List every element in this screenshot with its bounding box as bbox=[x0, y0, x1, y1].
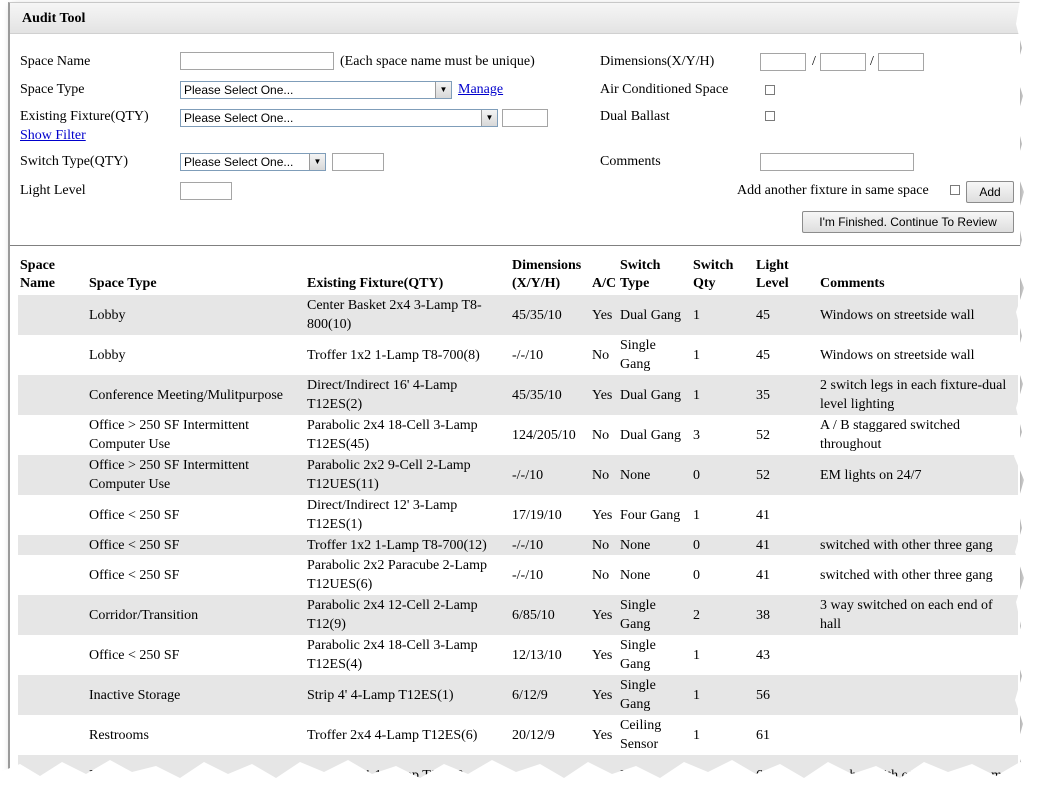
switch-type-selected: Please Select One... bbox=[184, 155, 294, 169]
cell-fixture: Troffer 1x2 1-Lamp T8-700(12) bbox=[305, 535, 510, 555]
header-dimensions: Dimensions (X/Y/H) bbox=[512, 258, 582, 291]
cell-light-level: 35 bbox=[754, 375, 818, 415]
dimensions-label: Dimensions(X/Y/H) bbox=[600, 54, 715, 69]
cell-ac: No bbox=[592, 347, 610, 363]
cell-ac: Yes bbox=[592, 647, 613, 663]
cell-dimensions: -/-/10 bbox=[512, 567, 544, 583]
cell-switch-type: Single Gang bbox=[618, 595, 691, 635]
cell-light-level: 38 bbox=[754, 595, 818, 635]
table-row bbox=[18, 595, 1018, 635]
comments-input[interactable] bbox=[760, 153, 914, 171]
table-row bbox=[18, 675, 1018, 715]
space-name-hint: (Each space name must be unique) bbox=[340, 54, 535, 69]
cell-ac: Yes bbox=[590, 595, 618, 635]
cell-space-type: Inactive Storage bbox=[87, 675, 305, 715]
table-row bbox=[18, 715, 1018, 755]
cell-dimensions: 20/12/9 bbox=[512, 727, 555, 743]
cell-light-level: 43 bbox=[756, 647, 770, 663]
cell-space-type: Lobby bbox=[89, 347, 126, 363]
dimension-separator: / bbox=[812, 54, 816, 69]
cell-dimensions: 124/205/10 bbox=[512, 427, 576, 443]
switch-qty-input[interactable] bbox=[332, 153, 384, 171]
table-row bbox=[18, 375, 1018, 415]
existing-fixture-select[interactable] bbox=[180, 109, 498, 127]
cell-comments: switched with other three gang bbox=[820, 567, 993, 583]
cell-space-type: Restrooms bbox=[89, 727, 149, 743]
table-row bbox=[18, 495, 1018, 535]
cell-switch-type: None bbox=[620, 567, 651, 583]
cell-dimensions: 45/35/10 bbox=[510, 295, 590, 335]
cell-comments: A / B staggared switched throughout bbox=[820, 418, 960, 452]
cell-switch-qty: 1 bbox=[691, 675, 754, 715]
show-filter-link[interactable]: Show Filter bbox=[20, 128, 86, 143]
audit-table bbox=[18, 257, 1018, 789]
cell-switch-qty: 1 bbox=[691, 295, 754, 335]
cell-switch-qty: 1 bbox=[693, 347, 700, 363]
space-type-selected: Please Select One... bbox=[184, 83, 294, 97]
cell-ac: Yes bbox=[592, 507, 613, 523]
cell-space-type: Corridor/Transition bbox=[87, 595, 305, 635]
cell-switch-type: None bbox=[618, 455, 691, 495]
cell-fixture: Parabolic 2x2 Paracube 2-Lamp T12UES(6) bbox=[307, 558, 487, 592]
table-row bbox=[18, 555, 1018, 595]
cell-comments: EM lights on 24/7 bbox=[818, 455, 1018, 495]
table-row bbox=[18, 295, 1018, 335]
cell-fixture: Troffer 1x2 1-Lamp T8-700(8) bbox=[307, 347, 480, 363]
header-switch-type: Switch Type bbox=[620, 258, 661, 291]
light-level-label: Light Level bbox=[20, 183, 86, 198]
cell-switch-type: Single Gang bbox=[620, 638, 656, 672]
dual-ballast-checkbox[interactable] bbox=[765, 111, 775, 121]
air-conditioned-checkbox[interactable] bbox=[765, 85, 775, 95]
fixture-qty-input[interactable] bbox=[502, 109, 548, 127]
existing-fixture-selected: Please Select One... bbox=[184, 111, 294, 125]
cell-switch-qty: 0 bbox=[691, 535, 754, 555]
cell-space-name bbox=[18, 595, 87, 635]
cell-space-name bbox=[18, 375, 87, 415]
cell-fixture: Parabolic 2x4 18-Cell 3-Lamp T12ES(45) bbox=[307, 418, 478, 452]
table-row bbox=[18, 455, 1018, 495]
cell-switch-qty: 2 bbox=[691, 595, 754, 635]
cell-space-type: Office < 250 SF bbox=[89, 647, 180, 663]
cell-switch-qty: 1 bbox=[691, 375, 754, 415]
dual-ballast-label: Dual Ballast bbox=[600, 109, 670, 124]
cell-light-level: 41 bbox=[756, 567, 770, 583]
header-switch-qty: Switch Qty bbox=[693, 258, 734, 291]
cell-space-type: Lobby bbox=[87, 295, 305, 335]
existing-fixture-label: Existing Fixture(QTY) bbox=[20, 109, 149, 124]
cell-space-name bbox=[18, 535, 87, 555]
cell-dimensions: 45/35/10 bbox=[510, 375, 590, 415]
cell-space-name bbox=[18, 555, 87, 595]
cell-comments: Windows on streetside wall bbox=[818, 295, 1018, 335]
cell-space-name bbox=[18, 675, 87, 715]
switch-type-select[interactable] bbox=[180, 153, 326, 171]
cell-dimensions: 6/85/10 bbox=[510, 595, 590, 635]
cell-light-level: 41 bbox=[754, 535, 818, 555]
cell-switch-type: None bbox=[618, 535, 691, 555]
add-button[interactable]: Add bbox=[966, 181, 1014, 203]
manage-link[interactable]: Manage bbox=[458, 82, 504, 97]
torn-edge-bottom bbox=[0, 752, 1054, 802]
cell-fixture: Parabolic 2x2 9-Cell 2-Lamp T12UES(11) bbox=[305, 455, 510, 495]
cell-space-type: Office < 250 SF bbox=[89, 567, 180, 583]
space-type-label: Space Type bbox=[20, 82, 85, 97]
cell-fixture: Direct/Indirect 16' 4-Lamp T12ES(2) bbox=[305, 375, 510, 415]
dimension-separator: / bbox=[870, 54, 874, 69]
table-row bbox=[18, 635, 1018, 675]
table-header-row bbox=[18, 257, 1018, 295]
cell-switch-qty: 1 bbox=[693, 647, 700, 663]
cell-space-name bbox=[18, 455, 87, 495]
space-name-label: Space Name bbox=[20, 54, 91, 69]
cell-switch-type: Four Gang bbox=[620, 507, 681, 523]
cell-switch-type: Single Gang bbox=[620, 338, 656, 372]
cell-switch-qty: 0 bbox=[691, 455, 754, 495]
add-another-label: Add another fixture in same space bbox=[737, 183, 929, 198]
header-comments: Comments bbox=[820, 276, 885, 291]
table-row bbox=[18, 335, 1018, 375]
chevron-down-icon[interactable]: ▼ bbox=[481, 110, 497, 126]
cell-ac: No bbox=[592, 567, 610, 583]
cell-space-name bbox=[18, 635, 87, 675]
cell-ac: No bbox=[592, 427, 610, 443]
cell-light-level: 61 bbox=[756, 727, 770, 743]
cell-space-name bbox=[18, 295, 87, 335]
space-type-select[interactable] bbox=[180, 81, 452, 99]
cell-light-level: 52 bbox=[754, 455, 818, 495]
light-level-input[interactable] bbox=[180, 182, 232, 200]
cell-switch-qty: 1 bbox=[693, 507, 700, 523]
cell-light-level: 41 bbox=[756, 507, 770, 523]
cell-ac: Yes bbox=[590, 375, 618, 415]
cell-fixture: Strip 4' 4-Lamp T12ES(1) bbox=[305, 675, 510, 715]
cell-comments bbox=[818, 675, 1018, 715]
header-space-name: Space Name bbox=[20, 258, 55, 291]
cell-switch-type: Single Gang bbox=[618, 675, 691, 715]
torn-edge-right bbox=[1012, 0, 1054, 796]
cell-comments bbox=[818, 635, 1018, 675]
cell-dimensions: -/-/10 bbox=[510, 455, 590, 495]
audit-tool-panel bbox=[8, 2, 1020, 789]
cell-fixture: Center Basket 2x4 3-Lamp T8-800(10) bbox=[305, 295, 510, 335]
cell-space-name bbox=[18, 715, 87, 755]
cell-fixture: Direct/Indirect 12' 3-Lamp T12ES(1) bbox=[307, 498, 458, 532]
cell-switch-qty: 3 bbox=[693, 427, 700, 443]
cell-fixture: Parabolic 2x4 12-Cell 2-Lamp T12(9) bbox=[305, 595, 510, 635]
cell-space-type: Office < 250 SF bbox=[87, 535, 305, 555]
switch-type-label: Switch Type(QTY) bbox=[20, 154, 129, 169]
finish-button[interactable]: I'm Finished. Continue To Review bbox=[802, 211, 1014, 233]
cell-comments: 2 switch legs in each fixture-dual level lighting bbox=[818, 375, 1018, 415]
title-bar bbox=[10, 3, 1020, 34]
cell-ac: Yes bbox=[592, 727, 613, 743]
cell-space-type: Office > 250 SF Intermittent Computer Use bbox=[87, 455, 305, 495]
cell-switch-qty: 0 bbox=[693, 567, 700, 583]
dimension-h-input[interactable] bbox=[878, 53, 924, 71]
cell-light-level: 52 bbox=[756, 427, 770, 443]
dimension-y-input[interactable] bbox=[820, 53, 866, 71]
cell-switch-type: Dual Gang bbox=[618, 295, 691, 335]
header-light-level: Light Level bbox=[756, 258, 789, 291]
dimension-x-input[interactable] bbox=[760, 53, 806, 71]
cell-ac: No bbox=[590, 455, 618, 495]
cell-comments bbox=[818, 495, 1018, 535]
cell-light-level: 45 bbox=[756, 347, 770, 363]
cell-light-level: 56 bbox=[754, 675, 818, 715]
cell-ac: No bbox=[590, 535, 618, 555]
header-space-type: Space Type bbox=[89, 276, 157, 291]
cell-switch-qty: 1 bbox=[693, 727, 700, 743]
cell-dimensions: -/-/10 bbox=[510, 535, 590, 555]
cell-space-type: Conference Meeting/Mulitpurpose bbox=[87, 375, 305, 415]
comments-label: Comments bbox=[600, 154, 661, 169]
chevron-down-icon[interactable]: ▼ bbox=[309, 154, 325, 170]
cell-space-name bbox=[18, 415, 87, 455]
section-divider bbox=[10, 245, 1020, 246]
cell-comments bbox=[818, 715, 1018, 755]
cell-fixture: Troffer 2x4 4-Lamp T12ES(6) bbox=[307, 727, 478, 743]
cell-space-name bbox=[18, 335, 87, 375]
cell-fixture: Parabolic 2x4 18-Cell 3-Lamp T12ES(4) bbox=[307, 638, 478, 672]
cell-light-level: 45 bbox=[754, 295, 818, 335]
cell-dimensions: 17/19/10 bbox=[512, 507, 562, 523]
cell-space-name bbox=[18, 495, 87, 535]
cell-switch-type: Dual Gang bbox=[618, 375, 691, 415]
cell-ac: Yes bbox=[590, 295, 618, 335]
space-name-input[interactable] bbox=[180, 52, 334, 70]
cell-space-type: Office < 250 SF bbox=[89, 507, 180, 523]
air-conditioned-label: Air Conditioned Space bbox=[600, 82, 729, 97]
cell-switch-type: Dual Gang bbox=[620, 427, 682, 443]
cell-ac: Yes bbox=[590, 675, 618, 715]
cell-comments: 3 way switched on each end of hall bbox=[818, 595, 1018, 635]
header-fixture: Existing Fixture(QTY) bbox=[307, 276, 444, 291]
window-title: Audit Tool bbox=[22, 11, 86, 26]
table-row bbox=[18, 535, 1018, 555]
cell-switch-type: Ceiling Sensor bbox=[620, 718, 662, 752]
cell-dimensions: 6/12/9 bbox=[510, 675, 590, 715]
add-another-checkbox[interactable] bbox=[950, 185, 960, 195]
cell-dimensions: 12/13/10 bbox=[512, 647, 562, 663]
cell-space-type: Office > 250 SF Intermittent Computer Use bbox=[89, 418, 250, 452]
table-row bbox=[18, 415, 1018, 455]
cell-comments: switched with other three gang bbox=[818, 535, 1018, 555]
cell-comments: Windows on streetside wall bbox=[820, 347, 975, 363]
chevron-down-icon[interactable]: ▼ bbox=[435, 82, 451, 98]
header-ac: A/C bbox=[592, 276, 617, 291]
cell-dimensions: -/-/10 bbox=[512, 347, 544, 363]
